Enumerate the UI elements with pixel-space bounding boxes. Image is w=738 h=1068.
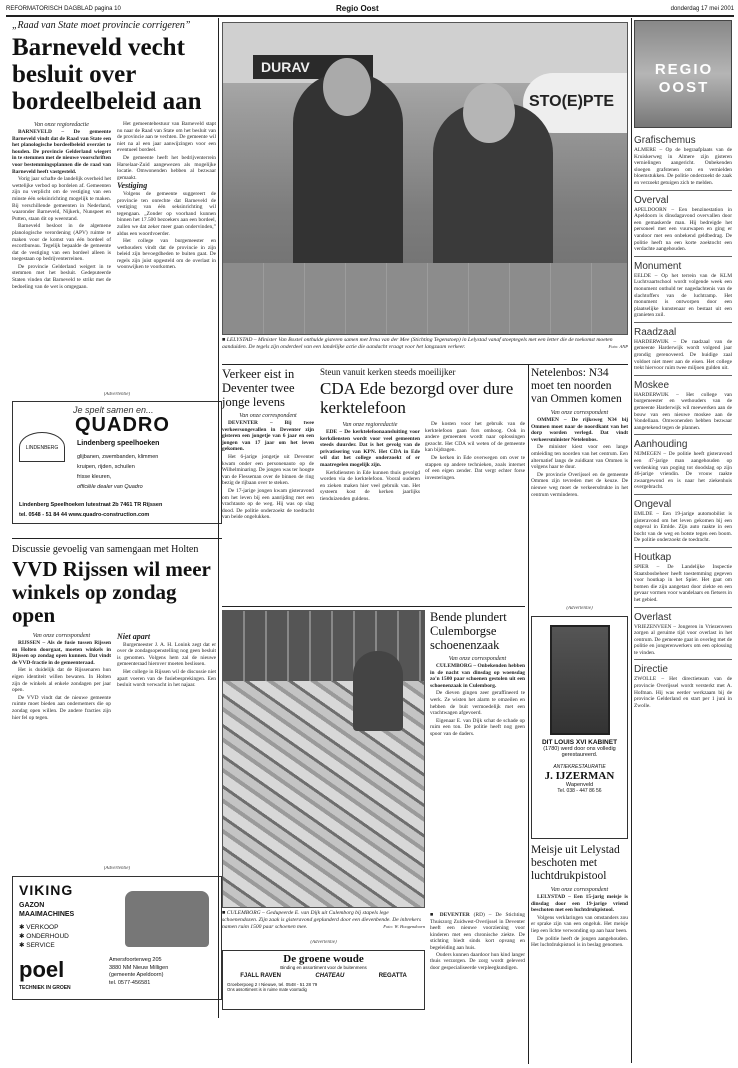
article-headline: Meisje uit Lelystad beschoten met luchtdrukpistool <box>531 844 620 882</box>
sidebar-brief-heading: Moskee <box>634 379 670 391</box>
advertisement-label: (Advertentie) <box>310 940 337 945</box>
ad-viking-line: GAZON MAAIMACHINES <box>19 902 75 918</box>
sidebar-brief-heading: Aanhouding <box>634 439 688 451</box>
sign-right: STO(E)PTE <box>523 73 628 133</box>
article-deventer <box>430 912 525 1012</box>
ad-quadro-line: kruipen, rijden, schuilen <box>77 464 135 470</box>
lead-paragraph: CULEMBORG – Onbekenden hebben in de nacht van dinsdag op woensdag zo'n 1500 paar schoenen gestolen uit een schoenenzaak in Culemborg. <box>430 663 525 689</box>
sidebar-brief <box>634 494 732 544</box>
sidebar-brief <box>634 190 732 253</box>
paragraph: De VVD vindt dat de nieuwe gemeente ruimte moet bieden aan ondernemers die op zondag open willen. De andere fracties zijn hier fel op tegen. <box>12 694 111 721</box>
ad-quadro <box>12 401 222 524</box>
photo-marker-icon: ■ <box>222 337 227 343</box>
article-kicker: Discussie gevoelig van samengaan met Holten <box>12 544 199 555</box>
ad-quadro-phone: tel. 0548 - 51 84 44 www.quadro-construction.com <box>19 512 150 518</box>
column-rule <box>528 364 529 1064</box>
article-meisje <box>531 844 628 1060</box>
sidebar-banner-text: REGIO OOST <box>654 61 714 96</box>
paragraph: Burgemeester J. A. H. Lonink zegt dat er over de zondagsopenstelling nog geen besluit is genomen. Volgens hem zal de nieuwe gemeenteraad hierover moeten beslissen. <box>117 641 216 668</box>
lead-paragraph: EDE – De kerktelefoonaansluiting voor kerkdiensten wordt voor veel gemeenten steeds duurder. Dat is het gevolg van de privatisering van KPN. Het CDA in Ede wil dat het college onderzoekt of er maatregelen mogelijk zijn. <box>320 429 420 468</box>
paragraph: De kosten voor het gebruik van de kerktelefoon gaan fors omhoog. Ook in andere gemeenten wordt naar oplossingen gezocht. Het CDA wil weten of de gemeente kan bijdragen. <box>425 421 525 454</box>
sidebar-brief-body: APELDOORN – Een benzinestation in Apeldoorn is dinsdagavond overvallen door een gemaskerde man. Hij bedreigde het personeel met een vuurwapen en ging er vandoor met een onbekend geldbedrag. De politie heeft na een korte zoektocht een verdachte aangehouden. <box>634 206 732 253</box>
sidebar-brief <box>634 607 732 657</box>
header-center: Regio Oost <box>336 4 379 13</box>
photo-credit: Foto: W. Hoogendoorn <box>383 923 425 929</box>
paragraph: Het gemeentebestuur van Barneveld stapt nu naar de Raad van State om het besluit van de provincie aan te vechten. De gemeente wil niet na al een jaar aanwijzingen voor een eventueel bordeel. <box>117 121 216 154</box>
article-headline: Verkeer eist in Deventer twee jonge levens <box>222 367 295 409</box>
mower-image <box>125 891 209 947</box>
section-rule <box>12 538 222 539</box>
sidebar-brief-body: VRIEZENVEEN – Jongeren in Vriezenveen zorgen al geruime tijd voor overlast in het centrum. De gemeente gaat in overleg met de politie en jongerenwerkers om een oplossing te vinden. <box>634 623 732 656</box>
byline: Van onze correspondent <box>32 633 91 639</box>
sidebar-brief-body: ZWOLLE – Het directieteam van de provincie Overijssel wordt versterkt met A. Hofman. Hij was eerder werkzaam bij de provincie Gelderland en start per 1 juni in Zwolle. <box>634 676 732 709</box>
sidebar-brief-heading: Grafischemus <box>634 135 696 146</box>
sidebar-brief <box>634 547 732 604</box>
header-rule <box>6 15 734 17</box>
article-verkeer <box>222 367 314 605</box>
advertisement-label: (Advertentie) <box>103 866 131 871</box>
person-woman-head <box>463 83 515 143</box>
sidebar-brief-heading: Raadzaal <box>634 326 677 338</box>
ad-quadro-line: frisse kleuren, <box>77 474 112 480</box>
paragraph: Volgens de gemeente suggereert de provincie ten onrechte dat Barneveld de vestiging van één seksinrichting wil tegengaan. „Zonder op voorhand kunnen binnen het 17.500 bezoekers aan een bordeel, zullen we dat zeker meer gaan ondervinden,” aldus een woordvoerder. <box>117 190 216 237</box>
sidebar-brief <box>634 256 732 319</box>
ad-viking <box>12 876 222 1000</box>
poel-sub: TECHNIEK IN GROEN <box>19 985 71 991</box>
cabinet-image <box>550 625 610 735</box>
article-headline: Bende plundert Culemborgse schoenenzaak <box>430 610 507 652</box>
ad-quadro-tagline: Lindenberg speelhoeken <box>77 440 160 447</box>
sidebar-brief <box>634 659 732 709</box>
sidebar-banner <box>634 20 732 128</box>
advertisement-label: (Advertentie) <box>103 392 131 397</box>
paragraph: De gemeente heeft het bedrijventerrein Harselaar-Zuid aangewezen als mogelijke locatie. Omwonenden hebben al bezwaar gemaakt. <box>117 154 216 181</box>
paragraph: Barneveld besloot in de algemene planologische verordening (APV) ruimte te maken voor de komst van één bordeel of escortbureau. Tegelijk bepaalde de gemeente dat de vestiging van een bordeel alleen is toegestaan op bedrijventerreinen. <box>12 223 111 263</box>
sidebar-brief <box>634 434 732 491</box>
subheading: Niet apart <box>117 632 151 641</box>
sidebar-brief-body: NIJMEGEN – De politie heeft gisteravond een 47-jarige man aangehouden op verdenking van poging tot doodslag op zijn 46-jarige vriendin. De vrouw raakte zwaargewond en is naar het ziekenhuis overgebracht. <box>634 451 732 491</box>
ad-kast-phone: Tel. 038 - 447 86 56 <box>557 788 602 794</box>
sidebar-brief <box>634 375 732 432</box>
subheading: Vestiging <box>117 181 148 191</box>
byline: Van onze correspondent <box>448 656 507 662</box>
article-kicker: Steun vanuit kerken steeds moeilijker <box>320 367 456 377</box>
lead-paragraph: DEVENTER – Bij twee verkeersongevallen in Deventer zijn gisteren een jongetje van 6 jaar en een jongen van 17 jaar om het leven gekomen. <box>222 420 314 453</box>
article-dateline: DEVENTER <box>439 912 470 918</box>
article-headline: VVD Rijssen wil meer winkels op zondag open <box>12 557 211 627</box>
article-kicker: „Raad van State moet provincie corrigeren” <box>12 20 191 31</box>
photo-culemborg <box>222 610 425 908</box>
column-rule <box>218 18 219 1018</box>
paragraph: Het college van burgemeester en wethouders vindt dat de provincie in zijn beleid zijn bevoegdheden te buiten gaat. De regels zijn juist opgesteld om de overlast in woonwijken te voorkomen. <box>117 238 216 271</box>
ad-groene-woude <box>222 950 425 1010</box>
photo-lelystad <box>222 22 628 335</box>
photo-credit: Foto: ANP <box>608 343 628 349</box>
poel-logo: poel <box>19 957 65 982</box>
sidebar-brief-body: EELDE – Op het terrein van de KLM Luchtvaartschool wordt volgende week een monument onthuld ter nagedachtenis van de slachtoffers van de luchtramp. Het monument is ontworpen door een plaatselijke kunstenaar en bestaat uit een granieten zuil. <box>634 272 732 319</box>
lead-paragraph: RIJSSEN – Als de fusie tussen Rijssen en Holten doorgaat, moeten winkels in Rijssen op zondag open kunnen. Dat vindt de VVD-fractie in de gemeenteraad. <box>12 640 111 666</box>
ad-kast-year: (1780) werd door ons volledig gerestaureerd. <box>543 746 616 758</box>
paragraph: Het 6-jarige jongetje uit Deventer kwam onder een personenauto op de Wilhelminaring. De jongen was ter hoogte van de Flesseman over de binnen de ring bezig de rijbaan over te steken. <box>222 453 314 487</box>
ad-quadro-top: Je spelt samen en... <box>73 405 154 415</box>
person-owner <box>353 651 403 731</box>
ad-kast-brand: J. IJZERMAN <box>544 770 615 782</box>
sidebar-brief-heading: Directie <box>634 664 668 676</box>
article-headline: CDA Ede bezorgd over dure kerktelefoon <box>320 379 514 417</box>
lead-paragraph: BARNEVELD – De gemeente Barneveld vindt dat de Raad van State een het planologische bordeelbeleid overziet te houden. De provincie Gelderland wiegert in te stemmen met de nieuwe voorschriften voor bestemmingsplannen die de raad van Barneveld heeft vastgesteld. <box>12 129 111 175</box>
sidebar-brief-body: ALMERE – Op de begraafplaats van de Kruiskerweg in Almere zijn gisteren vernielingen aangericht. Onbekenden sloegen grafstenen om en vernielden bloemstukken. De politie onderzoekt de zaak en verzoekt getuigen zich te melden. <box>634 147 732 186</box>
article-cda <box>320 367 525 605</box>
paragraph: De minister kiest voor een lange omleiding ten noorden van het centrum. Een alternatief langs de zuidkant van Ommen is volgens haar te duur. <box>531 444 628 471</box>
ad-woude-title: De groene woude <box>283 953 364 965</box>
photo-culemborg-caption: ■ CULEMBORG – Gedupeerde E. van Dijk uit Culemborg bij stapels lege schoenendozen. Zijn zaak is gisteravond geplunderd door een dievenbende. De inbrekers namen ruim 1500 paar schoenen mee. Foto: W. Hoogendoorn <box>222 910 425 930</box>
ad-kast-title: DIT LOUIS XVI KABINET <box>541 739 618 746</box>
sidebar-briefs <box>634 133 732 1063</box>
ad-ijzerman <box>531 616 628 839</box>
lead-paragraph: OMMEN – De rijksweg N34 bij Ommen moet naar de noordkant van het dorp worden verlegd. Dat vindt verkeersminister Netelenbos. <box>531 417 628 443</box>
paragraph: Ouders kunnen daardoor hun kind langer thuis verzorgen. De zorg wordt geleverd door gespecialiseerde verpleegkundigen. <box>430 951 525 971</box>
paragraph: Volgens verklaringen van omstanders zou er sprake zijn van een ongeluk. Het meisje liep een lichte verwonding op aan haar been. <box>531 914 628 934</box>
brand-logo: CHATEAU <box>315 973 345 979</box>
viking-logo: VIKING <box>19 882 74 898</box>
header-left: REFORMATORISCH DAGBLAD pagina 10 <box>6 6 121 12</box>
sidebar-brief <box>634 322 732 372</box>
ad-viking-addr: Amersfoorterweg 205 3880 NM Nieuw Milligen (gemeente Apeldoorn) tel. 0577-456581 <box>109 957 169 986</box>
article-barneveld <box>12 20 216 392</box>
article-netelenbos <box>531 367 628 597</box>
ad-quadro-side-logo: LINDENBERG <box>19 432 65 462</box>
pavement <box>223 263 628 335</box>
sidebar-brief-body: HARDERWIJK – De raadzaal van de gemeente Harderwijk wordt volgend jaar grondig gerenoveerd. De huidige zaal voldoet niet meer aan de eisen. Het college trekt hiervoor ruim twee miljoen gulden uit. <box>634 338 732 372</box>
paragraph: Kerkdiensten in Ede kunnen thuis gevolgd worden via de kerktelefoon. Vooral ouderen en zieken maken hier veel gebruik van. Het systeem kost de kerken jaarlijks tienduizenden guldens. <box>320 469 420 502</box>
sidebar-brief-body: HARDERWIJK – Het college van burgemeester en wethouders van de gemeente Harderwijk wil meewerken aan de bouw van een nieuwe moskee aan de Vondellaan. Omwonenden hebben bezwaar aangetekend tegen de plannen. <box>634 391 732 431</box>
brand-logo: FJALL RAVEN <box>240 973 281 979</box>
byline: Van onze correspondent <box>550 887 609 893</box>
article-vvd <box>12 544 216 866</box>
advertisement-label: (Advertentie) <box>566 606 593 611</box>
photo-lelystad-caption: ■ LELYSTAD – Minister Van Boxtel onthulde gisteren samen met Irma van der Mee (Stichting Tegenstoep) in Lelystad vanaf stoeptegels met een letter die de toekomst moeten aanduiden. De tegels zijn onderdeel van een landelijke actie die aandacht vraagt voor het langzaam verkeer. Foto: ANP <box>222 337 628 350</box>
person-man-head <box>323 58 371 116</box>
sidebar-brief-heading: Ongeval <box>634 498 672 510</box>
paragraph: De kerken in Ede overwegen om over te stappen op andere technieken, zoals internet of een eigen zender. Dat vergt echter forse investeringen. <box>425 454 525 481</box>
ad-quadro-footer: Lindenberg Speelhoeken Iutestraat 2b 7461 TR Rijssen <box>19 502 163 508</box>
header-right: donderdag 17 mei 2001 <box>670 6 734 12</box>
sidebar-brief-heading: Monument <box>634 260 682 272</box>
ad-woude-note: Ons assortiment is in ruime mate voorradig <box>227 987 307 992</box>
sidebar-brief-body: EMLDE – Een 19-jarige automobilist is gisteravond om het leven gekomen bij een ongeval in Emlde. Zijn auto raakte in een bocht van de weg en botste tegen een boom. De politie onderzoekt de toedracht. <box>634 510 732 544</box>
article-credit: (RD) <box>473 912 485 918</box>
section-rule <box>222 364 628 365</box>
article-headline: Barneveld vecht besluit over bordeelbeleid aan <box>12 34 202 115</box>
ad-viking-bullet: ✱ VERKOOP ✱ ONDERHOUD ✱ SERVICE <box>19 924 69 949</box>
sidebar-brief-heading: Overval <box>634 194 669 206</box>
column-rule <box>631 18 632 1063</box>
ad-woude-sub: Binding en assortiment voor de buitenmens <box>280 965 367 970</box>
lead-paragraph: LELYSTAD – Een 15-jarig meisje is dinsdag door een 19-jarige vriend beschoten met een luchtdrukpistool. <box>531 894 628 914</box>
page-header <box>6 4 734 14</box>
byline: Van onze correspondent <box>550 410 609 416</box>
paragraph: De dieven gingen zeer geraffineerd te werk. Ze wisten het alarm te omzeilen en hebben de buit vermoedelijk met een vrachtwagen afgevoerd. <box>430 690 525 717</box>
sidebar-brief-heading: Overlast <box>634 611 672 623</box>
paragraph: Het is duidelijk dat de Rijssenaren hun eigen identiteit willen bewaren. In Holten zijn de winkels al enkele zondagen per jaar open. <box>12 667 111 694</box>
ad-quadro-brand: QUADRO <box>75 414 170 436</box>
paragraph: Vorig jaar schafte de landelijk overheid het wettelijke verbod op bordelen af. Gemeenten zijn nu verplicht om de vestiging van een minste één seksinrichting mogelijk te maken. Bij verschillende gemeenten in Nederland, waaronder Barneveld, Nijkerk, Nunspeet en Putten, staan dit op weerstand. <box>12 176 111 222</box>
paragraph: De 17-jarige jongen kwam gisteravond om het leven bij een aanrijding met een vrachtauto op de weg. Hij was op slag dood. De politie onderzoekt de toedracht van beide ongelukken. <box>222 487 314 521</box>
ad-kast-label: ANTIEKRESTAURATIE <box>553 764 606 770</box>
byline: Van onze correspondent <box>239 413 297 419</box>
paragraph: Eigenaar E. van Dijk schat de schade op ruim een ton. De politie heeft nog geen spoor van de daders. <box>430 717 525 737</box>
paragraph: De provincie Overijssel en de gemeente Ommen zijn tevreden met de keuze. De nieuwe weg moet de verkeersdrukte in het centrum verminderen. <box>531 471 628 498</box>
section-rule <box>222 606 525 607</box>
byline: Van onze regioredactie <box>342 422 398 428</box>
photo-marker-icon: ■ <box>222 910 227 916</box>
sidebar-brief <box>634 135 732 187</box>
paragraph: Het college in Rijssen wil de discussie niet apart voeren van de fusiebesprekingen. Een besluit wordt verwacht in het najaar. <box>117 668 216 689</box>
ad-quadro-line: officiële dealer van Quadro <box>77 484 143 490</box>
ad-kast-addr: Wapenveld <box>565 782 594 788</box>
sidebar-brief-body: SPIER – De Landelijke Inspectie Staatsbosbeheer heeft toestemming gegeven voor houtkap in het Spier. Het gaat om bomen die zijn aangetast door ziekte en een gevaar vormen voor wandelaars en fietsers in het gebied. <box>634 563 732 603</box>
article-headline: Netelenbos: N34 moet ten noorden van Ommen komen <box>531 367 622 405</box>
sign-left: DURAV <box>253 55 373 79</box>
byline: Van onze regioredactie <box>34 122 89 128</box>
ad-woude-addr: Groeberpoeg 2 I Nieuwe, tel. 0548 - 51 28 79 <box>227 982 318 987</box>
ad-quadro-line: glijbanen, zwembanden, klimmen <box>77 454 159 460</box>
paragraph: – De Stichting Thuiszorg Zuidwest-Overijssel in Deventer heeft een nieuwe voorziening voor kinderen met een chronische ziekte. De stichting biedt sinds kort opvang en begeleiding aan huis. <box>430 912 525 951</box>
marker-icon: ■ <box>430 912 440 918</box>
paragraph: De provincie Gelderland weigert in te stemmen met het besluit. Gedeputeerde Staten vinden dat Barneveld te strikt met de bedoeling van de wet is omgegaan. <box>12 263 111 290</box>
brand-logo: REGATTA <box>378 973 407 979</box>
article-bende <box>430 610 525 908</box>
paragraph: De politie heeft de jongen aangehouden. Het luchtdrukpistool is in beslag genomen. <box>531 935 628 949</box>
sidebar-brief-heading: Houtkap <box>634 551 672 563</box>
